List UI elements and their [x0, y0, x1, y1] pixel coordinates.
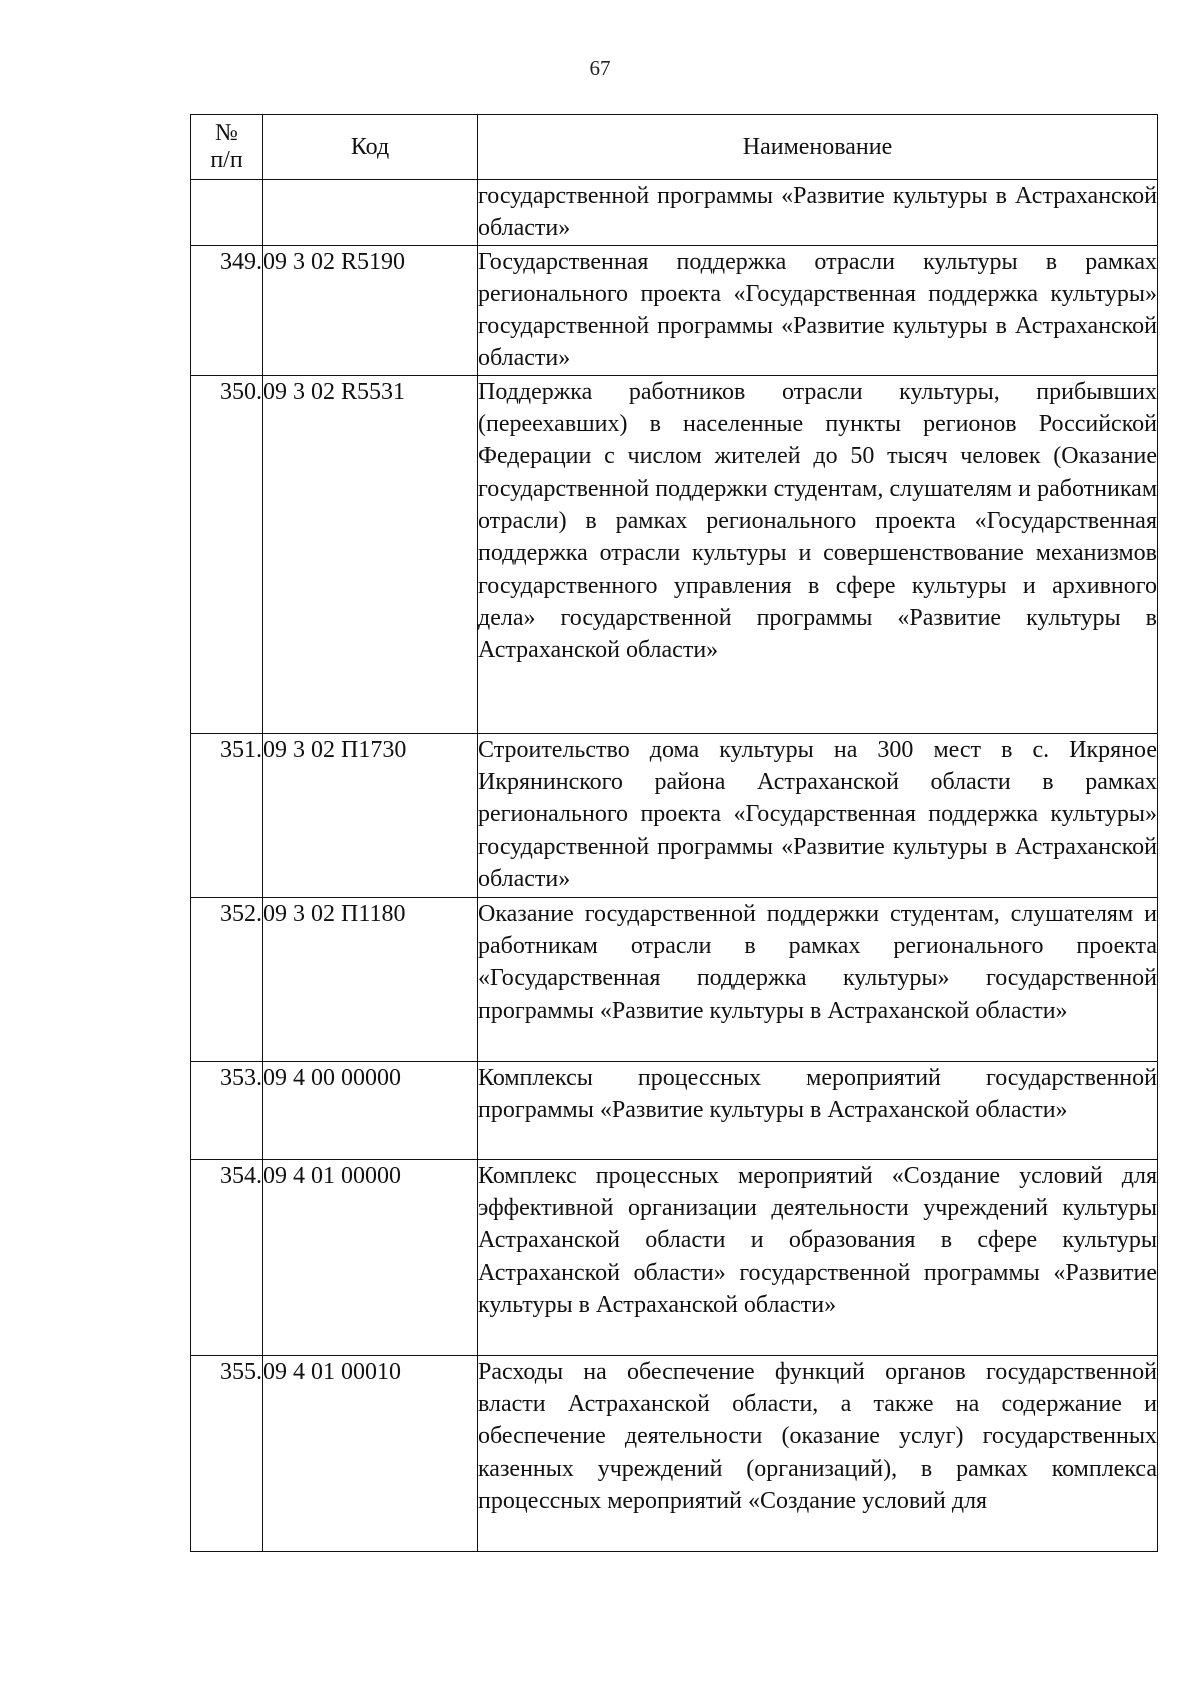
row-code — [263, 180, 478, 246]
table-row — [191, 1355, 1158, 1551]
row-code: 09 4 01 00010 — [263, 1355, 478, 1551]
table-header — [191, 115, 1158, 180]
header-code: Код — [263, 115, 478, 180]
row-code: 09 3 02 П1730 — [263, 733, 478, 897]
row-code: 09 4 01 00000 — [263, 1159, 478, 1355]
row-name: Расходы на обеспечение функций органов государственной власти Астраханской области, а также на содержание и обеспечение деятельности (оказание услуг) государственных казенных учреждений (организаций), в рамках комплекса процессных мероприятий «Создание условий для — [478, 1355, 1158, 1551]
row-code: 09 3 02 R5190 — [263, 245, 478, 375]
row-code: 09 3 02 П1180 — [263, 897, 478, 1061]
header-number — [191, 115, 263, 180]
page-number: 67 — [589, 56, 611, 80]
table-row — [191, 245, 1158, 375]
row-name: Поддержка работников отрасли культуры, прибывших (переехавших) в населенные пункты регионов Российской Федерации с числом жителей до 50 тысяч человек (Оказание государственной поддержки студентам, слушателям и работникам отрасли) в рамках регионального проекта «Государственная поддержка отрасли культуры и совершенствование механизмов государственного управления в сфере культуры и архивного дела» государственной программы «Развитие культуры в Астраханской области» — [478, 375, 1158, 733]
row-name: Комплексы процессных мероприятий государственной программы «Развитие культуры в Астраханской области» — [478, 1061, 1158, 1159]
row-name: Строительство дома культуры на 300 мест в с. Икряное Икрянинского района Астраханской области в рамках регионального проекта «Государственная поддержка культуры» государственной программы «Развитие культуры в Астраханской области» — [478, 733, 1158, 897]
row-number: 349. — [191, 245, 263, 375]
header-number-symbol: № — [215, 120, 238, 146]
row-number: 350. — [191, 375, 263, 733]
row-name: государственной программы «Развитие культуры в Астраханской области» — [478, 180, 1158, 246]
row-number: 355. — [191, 1355, 263, 1551]
row-number: 352. — [191, 897, 263, 1061]
row-name: Оказание государственной поддержки студентам, слушателям и работникам отрасли в рамках регионального проекта «Государственная поддержка культуры» государственной программы «Развитие культуры в Астраханской области» — [478, 897, 1158, 1061]
table-row — [191, 1159, 1158, 1355]
table-row — [191, 733, 1158, 897]
table-row — [191, 1061, 1158, 1159]
table-body — [191, 180, 1158, 1552]
row-name: Государственная поддержка отрасли культуры в рамках регионального проекта «Государственная поддержка культуры» государственной программы «Развитие культуры в Астраханской области» — [478, 245, 1158, 375]
table-row — [191, 180, 1158, 246]
row-name: Комплекс процессных мероприятий «Создание условий для эффективной организации деятельности учреждений культуры Астраханской области и образования в сфере культуры Астраханской области» государственной программы «Развитие культуры в Астраханской области» — [478, 1159, 1158, 1355]
header-name: Наименование — [478, 115, 1158, 180]
table-row — [191, 897, 1158, 1061]
row-number: 354. — [191, 1159, 263, 1355]
row-number: 353. — [191, 1061, 263, 1159]
header-row — [191, 115, 1158, 180]
classification-table — [190, 114, 1158, 1552]
table-row — [191, 375, 1158, 733]
row-code: 09 3 02 R5531 — [263, 375, 478, 733]
header-number-abbrev: п/п — [210, 147, 243, 173]
row-code: 09 4 00 00000 — [263, 1061, 478, 1159]
row-number: 351. — [191, 733, 263, 897]
row-number — [191, 180, 263, 246]
